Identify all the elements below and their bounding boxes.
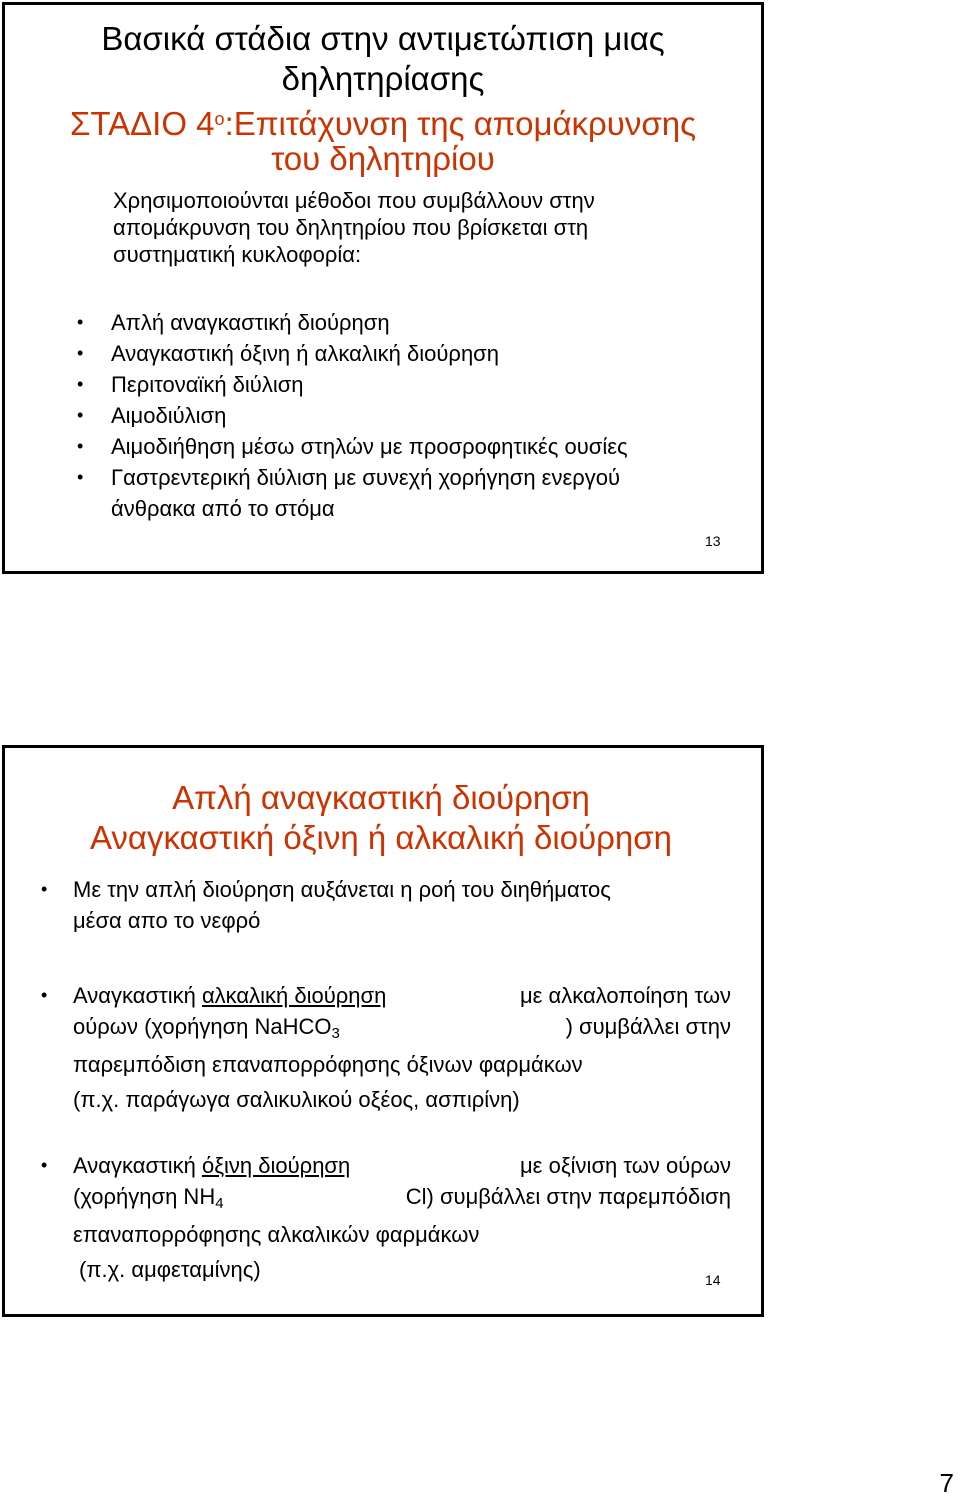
- slide-14: [2, 745, 764, 1317]
- document-page-number: 7: [939, 1468, 954, 1498]
- diuresis-points: [41, 874, 731, 936]
- list-item: [77, 462, 747, 524]
- list-item: [41, 980, 731, 1115]
- list-item: • Αναγκαστική όξινη ή αλκαλική διούρηση: [77, 338, 747, 369]
- intro-line: απομάκρυνση του δηλητηρίου που βρίσκεται στη: [113, 215, 589, 240]
- text-fragment: [73, 1150, 350, 1181]
- text-fragment: ούρων (χορήγηση NaHCO: [73, 1014, 332, 1039]
- stage-heading-line-1: [5, 99, 761, 144]
- list-item-line: (π.χ. αμφεταμίνης): [79, 1257, 261, 1282]
- list-item-line: μέσα απο το νεφρό: [73, 908, 261, 933]
- slide-title-line-1: Βασικά στάδια στην αντιμετώπιση μιας: [101, 20, 665, 57]
- text-fragment: [73, 1011, 340, 1049]
- list-item-line: επαναπορρόφησης αλκαλικών φαρμάκων: [73, 1222, 480, 1247]
- text-fragment: ) συμβάλλει στην: [565, 1014, 731, 1039]
- list-item: [41, 874, 731, 936]
- list-item-line: • Με την απλή διούρηση αυξάνεται η ροή του διηθήματος: [73, 877, 611, 902]
- stage-suffix: :Επιτάχυνση της απομάκρυνσης: [224, 105, 696, 142]
- slide-title-line-1: Απλή αναγκαστική διούρηση: [172, 779, 590, 816]
- stage-prefix: ΣΤΑΔΙΟ 4: [70, 105, 215, 142]
- list-item-line: [73, 1011, 731, 1049]
- list-item-line: [73, 980, 731, 1011]
- slide-page-number: 13: [705, 533, 721, 549]
- slide-title-line-2: δηλητηρίασης: [281, 60, 485, 97]
- slide-page-number: 14: [705, 1272, 721, 1288]
- stage-heading-line-2: του δηλητηρίου: [271, 140, 495, 177]
- intro-line: συστηματική κυκλοφορία:: [113, 242, 362, 267]
- subscript: 4: [215, 1195, 224, 1212]
- methods-list: [77, 307, 747, 524]
- list-item-line: παρεμπόδιση επαναπορρόφησης όξινων φαρμάκων: [73, 1052, 583, 1077]
- list-item-line: [73, 1181, 731, 1219]
- list-item: • Αιμοδιύλιση: [77, 400, 747, 431]
- acid-diuresis-term: όξινη διούρηση: [201, 1153, 351, 1178]
- subscript: 3: [331, 1025, 340, 1042]
- text-fragment: Αναγκαστική: [73, 1153, 202, 1178]
- text-fragment: (χορήγηση NH: [73, 1184, 216, 1209]
- list-item-line: • Γαστρεντερική διύλιση με συνεχή χορήγηση ενεργού: [111, 465, 621, 490]
- text-fragment: με αλκαλοποίηση των: [519, 983, 731, 1008]
- list-item-line: (π.χ. παράγωγα σαλικυλικού οξέος, ασπιρίνη): [73, 1087, 520, 1112]
- intro-line: Χρησιμοποιούνται μέθοδοι που συμβάλλουν στην: [113, 188, 595, 213]
- slide-13: [2, 2, 764, 574]
- list-item: [41, 1150, 731, 1285]
- alkaline-diuresis-term: αλκαλική διούρηση: [201, 983, 387, 1008]
- slide-title-line-2: Αναγκαστική όξινη ή αλκαλική διούρηση: [90, 819, 672, 856]
- alkaline-diuresis-point: [41, 980, 731, 1115]
- list-item-line: άνθρακα από το στόμα: [111, 496, 335, 521]
- acid-diuresis-point: [41, 1150, 731, 1285]
- text-fragment: [73, 1181, 224, 1219]
- text-fragment: με οξίνιση των ούρων: [519, 1153, 731, 1178]
- list-item: • Περιτοναϊκή διύλιση: [77, 369, 747, 400]
- list-item: • Αιμοδιήθηση μέσω στηλών με προσροφητικές ουσίες: [77, 431, 747, 462]
- list-item-line: [73, 1150, 731, 1181]
- stage-ordinal-superscript: ο: [214, 109, 225, 129]
- intro-paragraph: [113, 187, 743, 268]
- text-fragment: Cl) συμβάλλει στην παρεμπόδιση: [405, 1184, 731, 1209]
- text-fragment: Αναγκαστική: [73, 983, 202, 1008]
- text-fragment: [73, 980, 386, 1011]
- list-item: • Απλή αναγκαστική διούρηση: [77, 307, 747, 338]
